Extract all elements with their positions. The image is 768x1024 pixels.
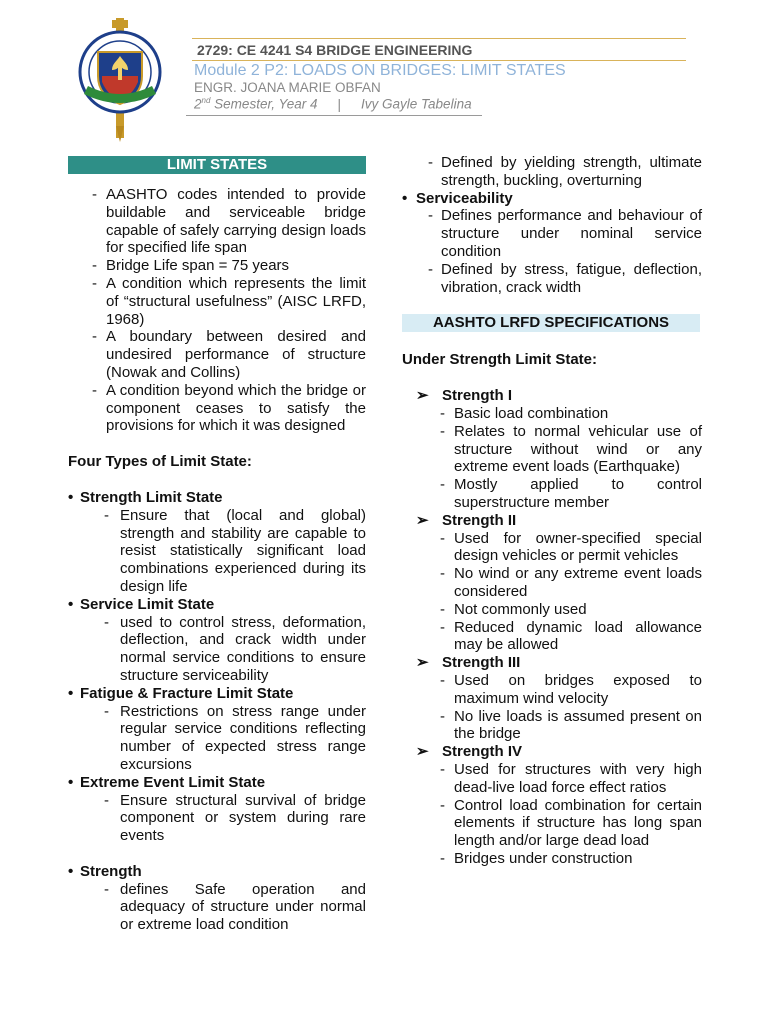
author-name: Ivy Gayle Tabelina: [361, 96, 472, 112]
strength-2-heading: ➢ Strength II: [416, 511, 517, 529]
strength-4-list: [416, 761, 702, 868]
semester-number: 2: [194, 96, 202, 112]
limit-type-heading: • Strength Limit State: [68, 488, 223, 506]
arrow-bullet-icon: ➢: [416, 743, 429, 761]
limit-type-list: [68, 614, 366, 685]
bullet-icon: •: [68, 488, 74, 506]
list-item: - AASHTO codes intended to provide buildable and serviceable bridge capable of safely carrying design loads for specified life span: [68, 186, 366, 257]
under-strength-heading: Under Strength Limit State:: [402, 351, 598, 369]
list-item: - Defined by yielding strength, ultimate strength, buckling, overturning: [402, 154, 702, 190]
intro-list: [68, 186, 366, 435]
limit-type-heading: • Fatigue & Fracture Limit State: [68, 684, 294, 702]
list-item: - A condition which represents the limit of “structural usefulness” (AISC LRFD, 1968): [68, 275, 366, 328]
bullet-icon: •: [68, 684, 74, 702]
list-item: - Used for structures with very high dead-live load force effect ratios: [416, 761, 702, 797]
strength-1-heading: ➢ Strength I: [416, 387, 512, 405]
strength-continued-list: [402, 154, 702, 190]
right-column: [402, 154, 702, 868]
limit-type-list: [68, 792, 366, 845]
strength-3-list: [416, 672, 702, 743]
aashto-lrfd-banner: AASHTO LRFD SPECIFICATIONS: [402, 314, 700, 332]
serviceability-heading: • Serviceability: [402, 189, 513, 207]
list-item: - Used on bridges exposed to maximum wind velocity: [416, 672, 702, 708]
course-title: 2729: CE 4241 S4 BRIDGE ENGINEERING: [197, 42, 473, 58]
left-column: [68, 156, 366, 934]
semester-suffix: nd: [201, 96, 211, 105]
list-item: - A boundary between desired and undesired performance of structure (Nowak and Collins): [68, 328, 366, 381]
list-item: - used to control stress, deformation, deflection, and crack width under normal service conditions to ensure structure serviceability: [68, 614, 366, 685]
strength-3-heading: ➢ Strength III: [416, 654, 521, 672]
arrow-bullet-icon: ➢: [416, 387, 429, 405]
bullet-icon: •: [68, 595, 74, 613]
semester-text: Semester, Year 4: [210, 96, 318, 112]
strength-2-list: [416, 530, 702, 655]
list-item: - Defined by stress, fatigue, deflection, vibration, crack width: [402, 261, 702, 297]
list-item: - Control load combination for certain elements if structure has long span length and/or large dead load: [416, 797, 702, 850]
limit-type-heading: • Extreme Event Limit State: [68, 773, 266, 791]
header-rule-top: [192, 38, 686, 39]
serviceability-list: [402, 207, 702, 296]
limit-type-list: [68, 703, 366, 774]
list-item: - No wind or any extreme event loads considered: [416, 565, 702, 601]
limit-type-list: [68, 507, 366, 596]
arrow-bullet-icon: ➢: [416, 654, 429, 672]
strength-heading: • Strength: [68, 862, 142, 880]
list-item: - No live loads is assumed present on the bridge: [416, 708, 702, 744]
instructor-name: ENGR. JOANA MARIE OBFAN: [194, 80, 381, 95]
list-item: - Ensure that (local and global) strength and stability are capable to resist statistically significant load combinations experienced during its design life: [68, 507, 366, 596]
list-item: - Basic load combination: [416, 405, 702, 423]
limit-states-banner: LIMIT STATES: [68, 156, 366, 174]
list-item: - Mostly applied to control superstructure member: [416, 476, 702, 512]
strength-list: [68, 881, 366, 934]
list-item: - A condition beyond which the bridge or component ceases to satisfy the provisions for which it was designed: [68, 382, 366, 435]
list-item: - Bridge Life span = 75 years: [68, 257, 366, 275]
arrow-bullet-icon: ➢: [416, 511, 429, 529]
bullet-icon: •: [402, 189, 408, 207]
list-item: - Relates to normal vehicular use of structure without wind or any extreme event loads (Earthquake): [416, 423, 702, 476]
limit-type-heading: • Service Limit State: [68, 595, 215, 613]
list-item: - Not commonly used: [416, 601, 702, 619]
four-types-heading: Four Types of Limit State:: [68, 453, 252, 471]
list-item: - Restrictions on stress range under regular service conditions reflecting number of expected stress range excursions: [68, 703, 366, 774]
list-item: - Defines performance and behaviour of structure under nominal service condition: [402, 207, 702, 260]
list-item: - Used for owner-specified special design vehicles or permit vehicles: [416, 530, 702, 566]
bullet-icon: •: [68, 862, 74, 880]
bullet-icon: •: [68, 773, 74, 791]
list-item: - Reduced dynamic load allowance may be allowed: [416, 619, 702, 655]
strength-4-heading: ➢ Strength IV: [416, 743, 523, 761]
list-item: - Ensure structural survival of bridge component or system during rare events: [68, 792, 366, 845]
header-separator: |: [337, 96, 342, 112]
semester-line: [194, 96, 472, 112]
module-title: Module 2 P2: LOADS ON BRIDGES: LIMIT STATES: [194, 62, 566, 79]
list-item: - defines Safe operation and adequacy of structure under normal or extreme load condition: [68, 881, 366, 934]
list-item: - Bridges under construction: [416, 850, 702, 868]
strength-1-list: [416, 405, 702, 512]
header-rule-middle: [192, 60, 686, 61]
header-rule-bottom: [186, 115, 482, 116]
university-seal-logo: [72, 16, 168, 144]
